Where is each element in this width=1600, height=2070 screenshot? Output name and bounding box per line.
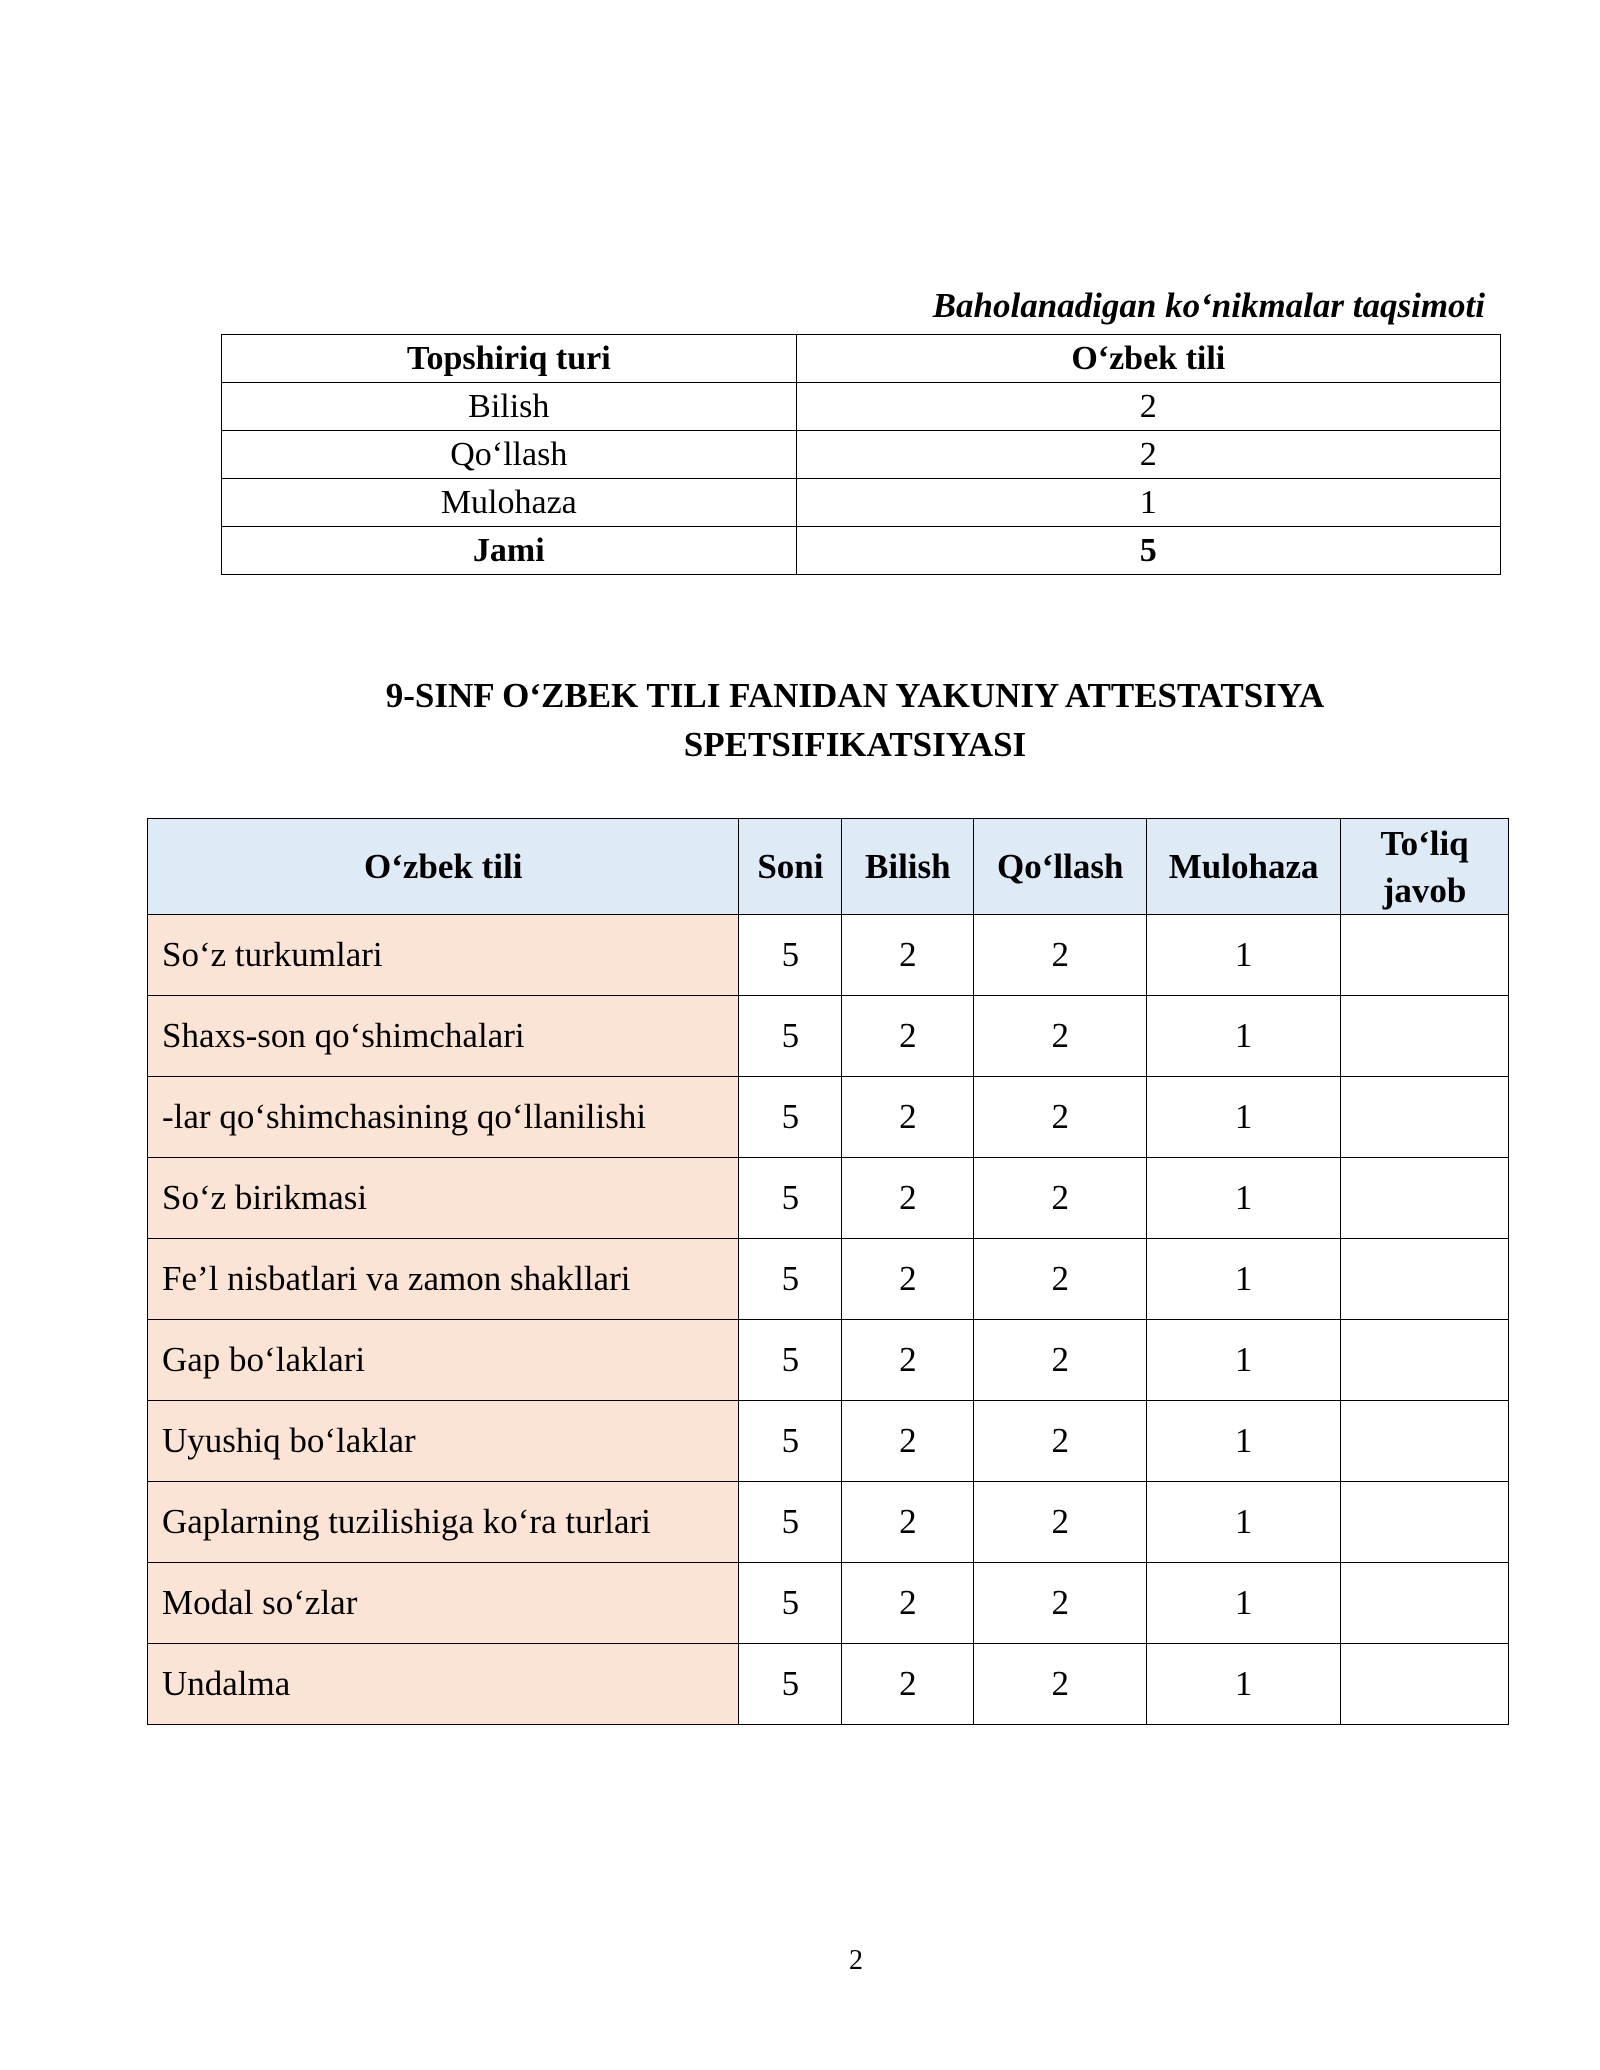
topic-cell: Uyushiq bo‘laklar [148, 1401, 739, 1482]
page-number: 2 [849, 1945, 863, 1976]
topic-cell: Fe’l nisbatlari va zamon shakllari [148, 1239, 739, 1320]
reasoning-cell: 1 [1147, 915, 1341, 996]
count-cell: 5 [739, 1239, 842, 1320]
knowledge-cell: 2 [842, 1482, 974, 1563]
application-cell: 2 [974, 1158, 1147, 1239]
reasoning-cell: 1 [1147, 996, 1341, 1077]
table-row [148, 996, 1509, 1077]
specification-table [147, 818, 1509, 1725]
column-header-count: Soni [739, 819, 842, 915]
total-row [222, 527, 1501, 575]
count-cell: 5 [739, 996, 842, 1077]
column-header-full-answer-line-1: To‘liq [1380, 823, 1469, 863]
application-cell: 2 [974, 1482, 1147, 1563]
column-header-topic: O‘zbek tili [148, 819, 739, 915]
reasoning-cell: 1 [1147, 1239, 1341, 1320]
section-heading-line-1: 9-SINF O‘ZBEK TILI FANIDAN YAKUNIY ATTESTATSIYA [385, 676, 1325, 715]
topic-cell: Shaxs-son qo‘shimchalari [148, 996, 739, 1077]
full-answer-cell [1341, 1482, 1509, 1563]
table-row [222, 431, 1501, 479]
table-row [148, 1644, 1509, 1725]
knowledge-cell: 2 [842, 1401, 974, 1482]
knowledge-cell: 2 [842, 1563, 974, 1644]
full-answer-cell [1341, 1644, 1509, 1725]
application-cell: 2 [974, 1239, 1147, 1320]
section-heading-line-2: SPETSIFIKATSIYASI [683, 725, 1027, 764]
column-header-knowledge: Bilish [842, 819, 974, 915]
topic-cell: Modal so‘zlar [148, 1563, 739, 1644]
knowledge-cell: 2 [842, 1239, 974, 1320]
application-cell: 2 [974, 996, 1147, 1077]
reasoning-cell: 1 [1147, 1158, 1341, 1239]
table-row [148, 915, 1509, 996]
application-cell: 2 [974, 915, 1147, 996]
knowledge-cell: 2 [842, 996, 974, 1077]
count-cell: 5 [739, 915, 842, 996]
topic-cell: Undalma [148, 1644, 739, 1725]
full-answer-cell [1341, 996, 1509, 1077]
knowledge-cell: 2 [842, 1320, 974, 1401]
full-answer-cell [1341, 1077, 1509, 1158]
table-row [148, 1239, 1509, 1320]
reasoning-cell: 1 [1147, 1320, 1341, 1401]
column-header-uzbek-language: O‘zbek tili [796, 335, 1500, 383]
distribution-caption: Baholanadigan ko‘nikmalar taqsimoti [932, 286, 1485, 325]
application-cell: 2 [974, 1401, 1147, 1482]
reasoning-cell: 1 [1147, 1401, 1341, 1482]
task-type-cell: Mulohaza [222, 479, 797, 527]
skills-distribution-table [221, 334, 1501, 575]
reasoning-cell: 1 [1147, 1077, 1341, 1158]
table-row [148, 1401, 1509, 1482]
application-cell: 2 [974, 1563, 1147, 1644]
table-row [148, 1077, 1509, 1158]
table-header-row [222, 335, 1501, 383]
knowledge-cell: 2 [842, 1158, 974, 1239]
total-value: 5 [796, 527, 1500, 575]
count-cell: 2 [796, 431, 1500, 479]
knowledge-cell: 2 [842, 1644, 974, 1725]
table-row [148, 1320, 1509, 1401]
task-type-cell: Qo‘llash [222, 431, 797, 479]
topic-cell: Gap bo‘laklari [148, 1320, 739, 1401]
count-cell: 2 [796, 383, 1500, 431]
topic-cell: So‘z turkumlari [148, 915, 739, 996]
application-cell: 2 [974, 1644, 1147, 1725]
full-answer-cell [1341, 915, 1509, 996]
count-cell: 5 [739, 1644, 842, 1725]
topic-cell: Gaplarning tuzilishiga ko‘ra turlari [148, 1482, 739, 1563]
column-header-full-answer [1341, 819, 1509, 915]
column-header-full-answer-line-2: javob [1382, 870, 1467, 910]
count-cell: 5 [739, 1482, 842, 1563]
task-type-cell: Bilish [222, 383, 797, 431]
count-cell: 5 [739, 1320, 842, 1401]
full-answer-cell [1341, 1239, 1509, 1320]
reasoning-cell: 1 [1147, 1563, 1341, 1644]
full-answer-cell [1341, 1563, 1509, 1644]
table-row [148, 1158, 1509, 1239]
full-answer-cell [1341, 1401, 1509, 1482]
knowledge-cell: 2 [842, 915, 974, 996]
table-row [222, 383, 1501, 431]
topic-cell: So‘z birikmasi [148, 1158, 739, 1239]
count-cell: 5 [739, 1401, 842, 1482]
table-row [148, 1563, 1509, 1644]
knowledge-cell: 2 [842, 1077, 974, 1158]
table-header-row [148, 819, 1509, 915]
reasoning-cell: 1 [1147, 1644, 1341, 1725]
count-cell: 5 [739, 1563, 842, 1644]
full-answer-cell [1341, 1320, 1509, 1401]
table-row [148, 1482, 1509, 1563]
total-label: Jami [222, 527, 797, 575]
section-heading [230, 671, 1480, 769]
application-cell: 2 [974, 1320, 1147, 1401]
topic-cell: -lar qo‘shimchasining qo‘llanilishi [148, 1077, 739, 1158]
table-row [222, 479, 1501, 527]
application-cell: 2 [974, 1077, 1147, 1158]
column-header-application: Qo‘llash [974, 819, 1147, 915]
specification-table-body [148, 915, 1509, 1725]
count-cell: 5 [739, 1158, 842, 1239]
full-answer-cell [1341, 1158, 1509, 1239]
count-cell: 1 [796, 479, 1500, 527]
count-cell: 5 [739, 1077, 842, 1158]
reasoning-cell: 1 [1147, 1482, 1341, 1563]
column-header-reasoning: Mulohaza [1147, 819, 1341, 915]
column-header-task-type: Topshiriq turi [222, 335, 797, 383]
